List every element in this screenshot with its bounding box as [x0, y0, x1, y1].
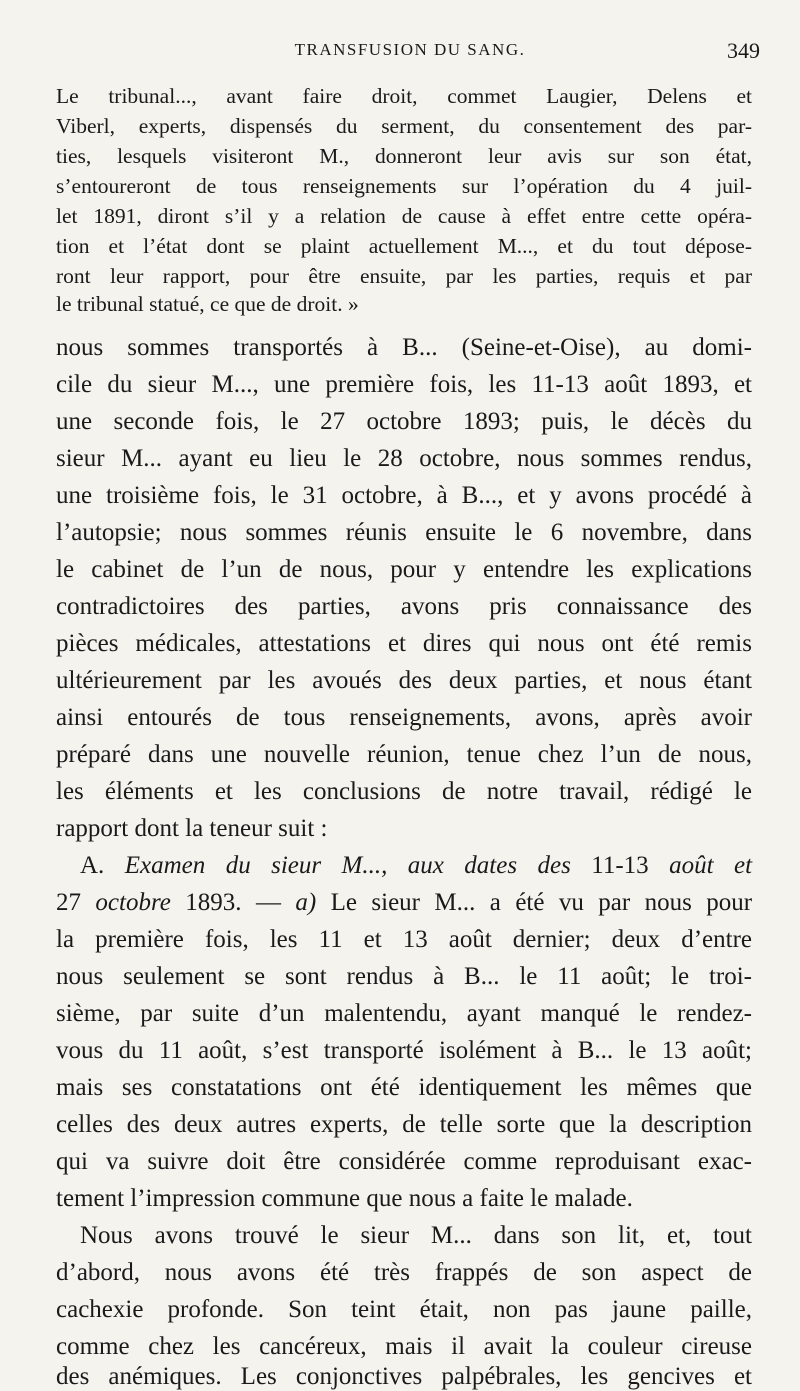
section-line: celles des deux autres experts, de telle sorte que la description — [56, 1111, 752, 1138]
body-line: ultérieurement par les avoués des deux parties, et nous étant — [56, 667, 752, 694]
section-date-day: 27 — [56, 889, 81, 916]
body-line: une seconde fois, le 27 octobre 1893; puis, le décès du — [56, 408, 752, 435]
section-line: tement l’impression commune que nous a faite le malade. — [56, 1185, 633, 1212]
quote-line: Viberl, experts, dispensés du serment, du consentement des par- — [56, 114, 752, 138]
final-line: Nous avons trouvé le sieur M... dans son lit, et, tout — [80, 1222, 752, 1249]
section-marker: a) — [295, 889, 317, 916]
body-line: pièces médicales, attestations et dires qui nous ont été remis — [56, 630, 752, 657]
body-line: ainsi entourés de tous renseignements, avons, après avoir — [56, 704, 752, 731]
quote-line: ties, lesquels visiteront M., donneront leur avis sur son état, — [56, 144, 752, 168]
section-line — [56, 890, 752, 915]
body-line: contradictoires des parties, avons pris connaissance des — [56, 593, 752, 620]
section-date-month: octobre — [95, 889, 171, 916]
final-line: d’abord, nous avons été très frappés de son aspect de — [56, 1259, 752, 1286]
final-line: cachexie profonde. Son teint était, non pas jaune paille, — [56, 1296, 752, 1323]
quote-line: s’entoureront de tous renseignements sur l’opération du 4 juil- — [56, 174, 752, 198]
final-line: des anémiques. Les conjonctives palpébrales, les gencives et — [56, 1363, 752, 1390]
section-letter: A. — [80, 852, 105, 879]
section-line: mais ses constatations ont été identiquement les mêmes que — [56, 1074, 752, 1101]
section-heading-line — [80, 853, 752, 878]
body-line: sieur M... ayant eu lieu le 28 octobre, nous sommes rendus, — [56, 445, 752, 472]
section-line: sième, par suite d’un malentendu, ayant manqué le rendez- — [56, 1000, 752, 1027]
quote-line: tion et l’état dont se plaint actuellement M..., et du tout dépose- — [56, 234, 752, 258]
section-line: vous du 11 août, s’est transporté isolément à B... le 13 août; — [56, 1037, 752, 1064]
section-title-end: août et — [669, 852, 753, 879]
quote-line: let 1891, diront s’il y a relation de cause à effet entre cette opéra- — [56, 204, 752, 228]
final-line: comme chez les cancéreux, mais il avait la couleur cireuse — [56, 1333, 752, 1360]
section-line: la première fois, les 11 et 13 août dernier; deux d’entre — [56, 926, 752, 953]
section-date-year: 1893. — — [185, 889, 281, 916]
body-line: les éléments et les conclusions de notre travail, rédigé le — [56, 778, 752, 805]
section-line: nous seulement se sont rendus à B... le 11 août; le troi- — [56, 963, 752, 990]
quote-line: ront leur rapport, pour être ensuite, par les parties, requis et par — [56, 264, 752, 288]
page-number: 349 — [727, 38, 760, 63]
body-line: préparé dans une nouvelle réunion, tenue chez l’un de nous, — [56, 741, 752, 768]
section-line-text: Le sieur M... a été vu par nous pour — [330, 889, 753, 916]
body-line: nous sommes transportés à B... (Seine-et-Oise), au domi- — [56, 334, 752, 361]
body-line: une troisième fois, le 31 octobre, à B..., et y avons procédé à — [56, 482, 752, 509]
body-line: le cabinet de l’un de nous, pour y entendre les explications — [56, 556, 752, 583]
body-line: cile du sieur M..., une première fois, les 11-13 août 1893, et — [56, 371, 752, 398]
running-title: TRANSFUSION DU SANG. — [294, 40, 526, 59]
section-title: Examen du sieur M..., aux dates des — [124, 852, 571, 879]
quote-line: Le tribunal..., avant faire droit, commet Laugier, Delens et — [56, 84, 752, 108]
page-header — [60, 38, 760, 68]
quote-line: le tribunal statué, ce que de droit. » — [56, 292, 359, 316]
section-dates: 11-13 — [591, 852, 649, 879]
body-line: rapport dont la teneur suit : — [56, 815, 328, 842]
section-line: qui va suivre doit être considérée comme reproduisant exac- — [56, 1148, 752, 1175]
body-line: l’autopsie; nous sommes réunis ensuite le 6 novembre, dans — [56, 519, 752, 546]
